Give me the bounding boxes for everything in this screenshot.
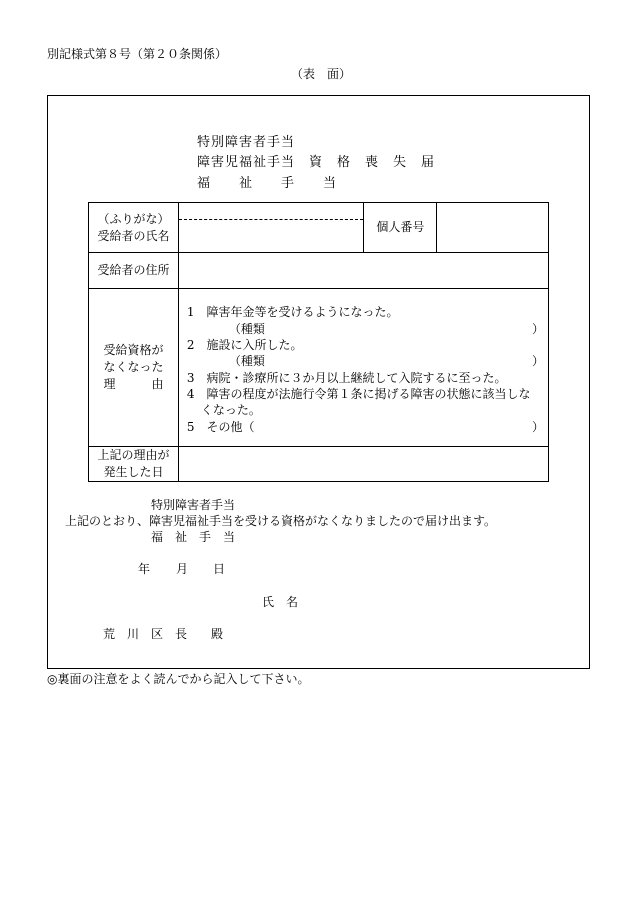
reason-options-cell [178, 289, 548, 447]
name-label-cell [89, 203, 179, 253]
name-input-cell[interactable] [178, 203, 364, 253]
furigana-field[interactable] [179, 203, 364, 220]
row-address [89, 253, 549, 289]
title-line-1: 特別障害者手当 [197, 135, 296, 150]
footer-note: ◎裏面の注意をよく読んでから記入して下さい。 [47, 672, 310, 686]
furigana-label: （ふりがな） [97, 211, 170, 226]
reason-option-4[interactable]: 4 障害の程度が法施行令第１条に掲げる障害の状態に該当しな [186, 387, 531, 401]
reason-option-2[interactable]: 2 施設に入所した。 [186, 338, 303, 352]
reason-option-5[interactable]: 5 その他（ [186, 420, 255, 434]
date-label-1: 上記の理由が [97, 448, 170, 462]
statement-bottom: 福 祉 手 当 [151, 530, 236, 544]
reason-option-5-close: ） [531, 420, 544, 434]
form-side-label: （表 面） [291, 67, 352, 81]
signature-name-label: 氏 名 [262, 595, 299, 609]
row-reason [89, 289, 549, 447]
reason-option-2-close: ） [531, 354, 544, 368]
personal-number-field[interactable] [437, 203, 549, 253]
row-date [89, 447, 549, 482]
reason-option-1[interactable]: 1 障害年金等を受けるようになった。 [186, 305, 399, 319]
address-field[interactable] [178, 253, 548, 289]
reason-option-4-cont: くなった。 [200, 403, 261, 417]
addressee: 荒 川 区 長 殿 [103, 627, 224, 641]
reason-label-cell [89, 289, 179, 447]
date-year: 年 [138, 562, 151, 576]
title-line-3: 福 祉 手 当 [197, 176, 338, 191]
form-table [88, 202, 549, 482]
title-line-2: 障害児福祉手当 資 格 喪 失 届 [197, 155, 436, 170]
statement-top: 特別障害者手当 [151, 498, 236, 512]
date-field[interactable] [178, 447, 548, 482]
address-label: 受給者の住所 [89, 253, 179, 289]
row-name [89, 203, 549, 253]
date-label-2: 発生した日 [103, 465, 164, 479]
name-label: 受給者の氏名 [97, 228, 170, 243]
reason-option-3[interactable]: 3 病院・診療所に３か月以上継続して入院するに至った。 [186, 371, 507, 385]
reason-label-2: なくなった [103, 360, 164, 374]
name-field[interactable] [179, 220, 364, 252]
reason-option-1-close: ） [531, 322, 544, 336]
reason-label-1: 受給資格が [103, 343, 164, 357]
reason-option-1-kind: （種類 [228, 322, 265, 336]
date-label-cell [89, 447, 179, 482]
statement-main: 上記のとおり、障害児福祉手当を受ける資格がなくなりましたので届け出ます。 [65, 514, 497, 528]
personal-number-label: 個人番号 [364, 203, 437, 253]
date-month: 月 [176, 562, 189, 576]
date-day: 日 [213, 562, 226, 576]
reason-option-2-kind: （種類 [228, 354, 265, 368]
form-number: 別記様式第８号（第２０条関係） [47, 47, 228, 61]
reason-label-3: 理 由 [103, 377, 164, 391]
